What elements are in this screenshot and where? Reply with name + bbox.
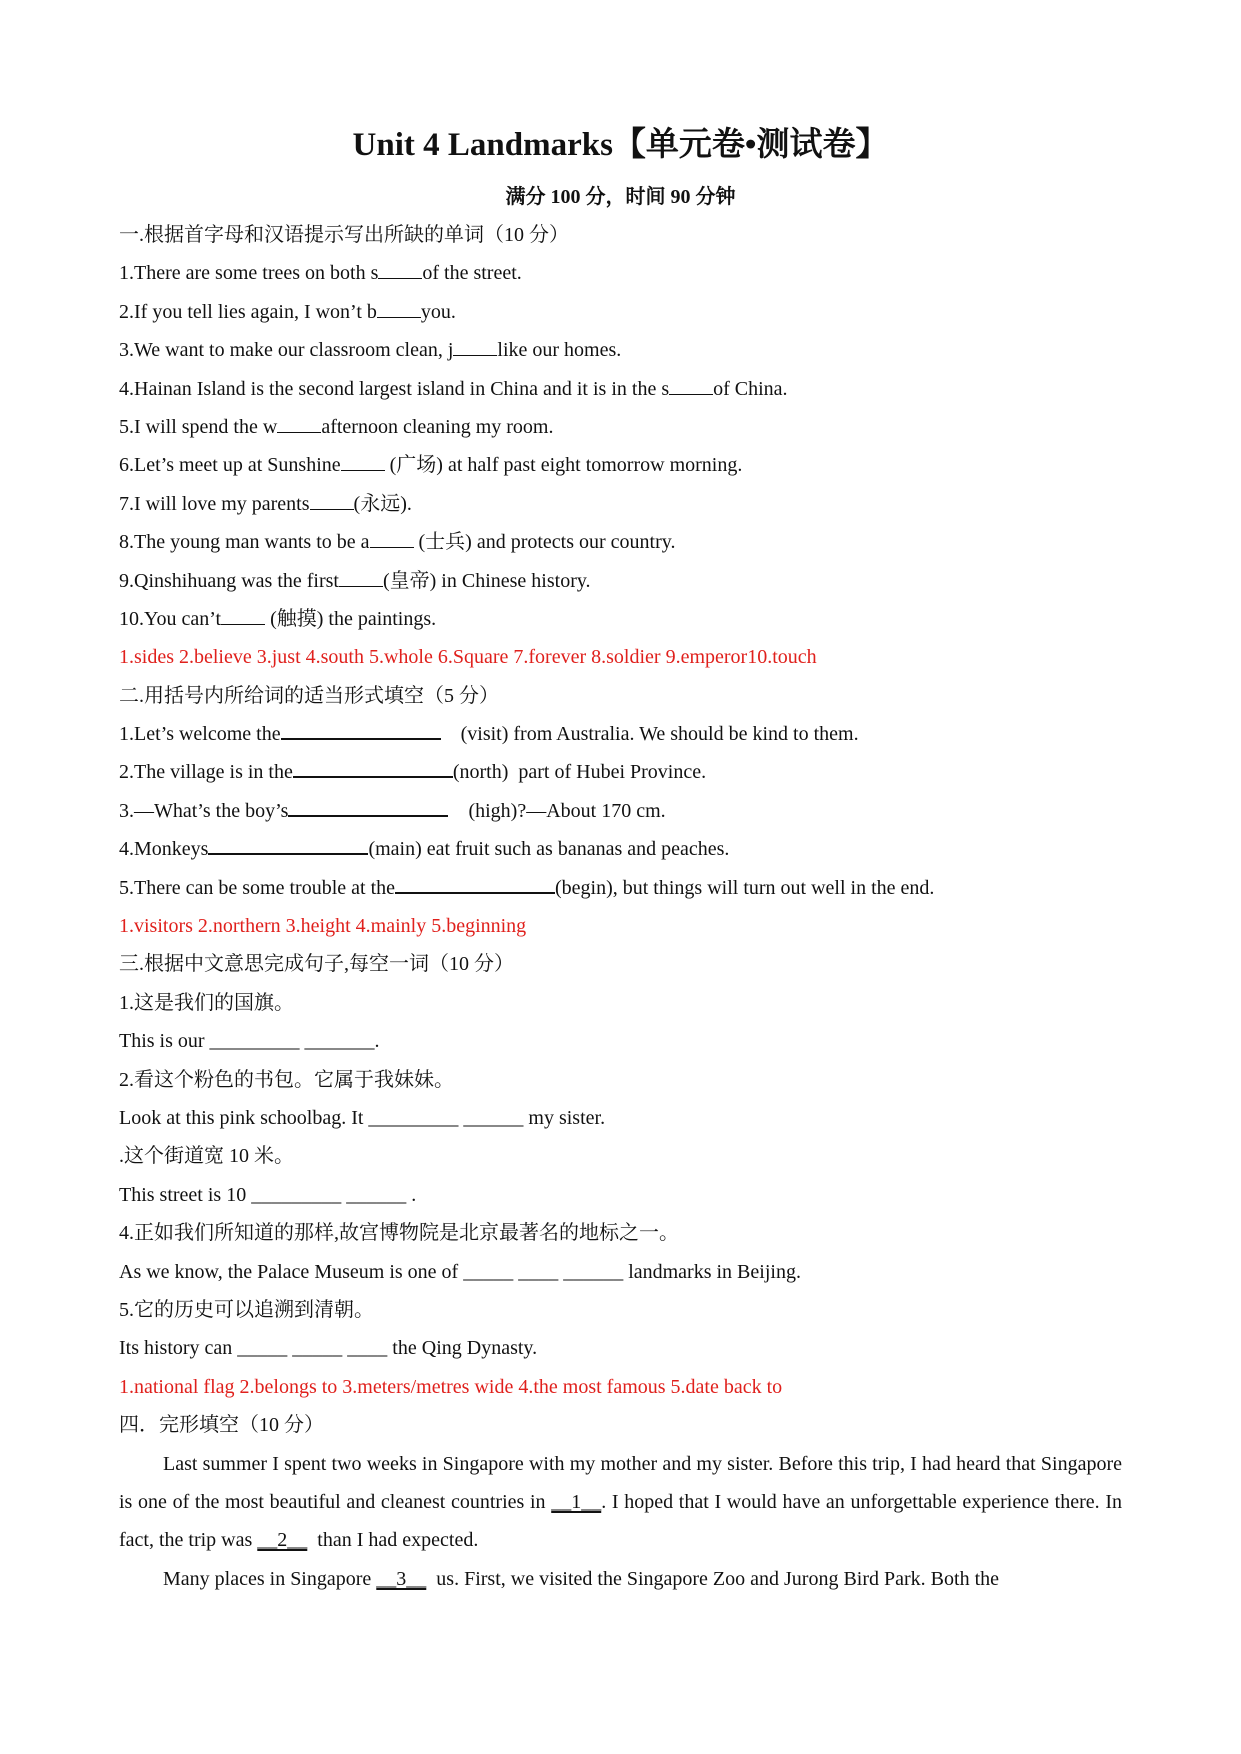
answer-blank <box>293 758 453 778</box>
answer-blank <box>669 376 713 395</box>
document-body <box>119 216 1122 1598</box>
s2-item: 4.Monkeys (main) eat fruit such as bananas and peaches. <box>119 830 1122 868</box>
s1-item: 8.The young man wants to be a (士兵) and protects our country. <box>119 531 676 554</box>
s1-item: 4.Hainan Island is the second largest island in China and it is in the s of China. <box>119 377 788 400</box>
s1-item: 1.There are some trees on both s of the street. <box>119 262 522 285</box>
s1-item: 10.You can’t (触摸) the paintings. <box>119 607 437 630</box>
answer-blank <box>395 874 555 894</box>
s3-sentence: This street is 10 _________ ______ . <box>119 1183 417 1206</box>
section-3-heading: 三.根据中文意思完成句子,每空一词（10 分） <box>119 953 514 976</box>
section-2-heading: 二.用括号内所给词的适当形式填空（5 分） <box>119 684 499 707</box>
cloze-paragraph-1: Last summer I spent two weeks in Singapore with my mother and my sister. Before this trip, I had heard that Singapore is one of the most beautiful and cleanest countries in __1__. I hoped that I would have an unforgettable experience there. In fact, the trip was __2__ than I had expected. <box>119 1452 1122 1552</box>
cloze-blank-1: __1__ <box>551 1490 602 1513</box>
s2-item: 5.There can be some trouble at the (begin), but things will turn out well in the end. <box>119 869 1122 907</box>
answer-blank <box>208 835 368 855</box>
s3-prompt: .这个街道宽 10 米。 <box>119 1145 294 1168</box>
answer-blank <box>339 568 383 587</box>
s1-item: 9.Qinshihuang was the first (皇帝) in Chinese history. <box>119 569 591 592</box>
cloze-blank-2: __2__ <box>257 1529 308 1552</box>
s3-sentence: Its history can _____ _____ ____ the Qing Dynasty. <box>119 1337 538 1360</box>
s3-prompt: 4.正如我们所知道的那样,故宫博物院是北京最著名的地标之一。 <box>119 1222 679 1245</box>
s3-prompt: 2.看这个粉色的书包。它属于我妹妹。 <box>119 1068 454 1091</box>
answer-blank <box>281 720 441 740</box>
cloze-blank-3: __3__ <box>376 1567 427 1590</box>
page-subtitle: 满分 100 分，时间 90 分钟 <box>505 186 736 208</box>
s3-sentence: Look at this pink schoolbag. It _________ ______ my sister. <box>119 1106 606 1129</box>
answer-blank <box>310 491 354 510</box>
answer-blank <box>277 414 321 433</box>
answer-blank <box>221 606 265 625</box>
s3-sentence: This is our _________ _______. <box>119 1030 380 1053</box>
answer-blank <box>377 299 421 318</box>
cloze-paragraph-2: Many places in Singapore __3__ us. First, we visited the Singapore Zoo and Jurong Bird Park. Both the <box>163 1567 1000 1590</box>
answer-blank <box>453 337 497 356</box>
section-1-heading: 一.根据首字母和汉语提示写出所缺的单词（10 分） <box>119 224 569 246</box>
s1-item: 2.If you tell lies again, I won’t b you. <box>119 300 456 323</box>
section-3-answers: 1.national flag 2.belongs to 3.meters/metres wide 4.the most famous 5.date back to <box>119 1375 783 1398</box>
s3-prompt: 5.它的历史可以追溯到清朝。 <box>119 1298 374 1321</box>
s1-item: 3.We want to make our classroom clean, j like our homes. <box>119 339 622 362</box>
answer-blank <box>370 529 414 548</box>
s3-sentence: As we know, the Palace Museum is one of _____ ____ ______ landmarks in Beijing. <box>119 1260 801 1283</box>
section-2-answers: 1.visitors 2.northern 3.height 4.mainly 5.beginning <box>119 915 527 938</box>
s2-item: 3.—What’s the boy’s (high)?—About 170 cm. <box>119 792 1122 830</box>
section-4-heading: 四．完形填空（10 分） <box>119 1414 324 1437</box>
page-title: Unit 4 Landmarks【单元卷•测试卷】 <box>352 127 889 163</box>
s1-item: 6.Let’s meet up at Sunshine (广场) at half past eight tomorrow morning. <box>119 454 743 477</box>
s3-prompt: 1.这是我们的国旗。 <box>119 991 294 1014</box>
answer-blank <box>378 260 422 279</box>
answer-blank <box>341 452 385 471</box>
s1-item: 7.I will love my parents (永远). <box>119 492 412 515</box>
answer-blank <box>288 797 448 817</box>
s2-item: 2.The village is in the (north) part of Hubei Province. <box>119 753 1122 791</box>
section-1-answers: 1.sides 2.believe 3.just 4.south 5.whole 6.Square 7.forever 8.soldier 9.emperor10.touch <box>119 646 817 669</box>
s2-item: 1.Let’s welcome the (visit) from Australia. We should be kind to them. <box>119 715 1122 753</box>
s1-item: 5.I will spend the w afternoon cleaning my room. <box>119 415 554 438</box>
